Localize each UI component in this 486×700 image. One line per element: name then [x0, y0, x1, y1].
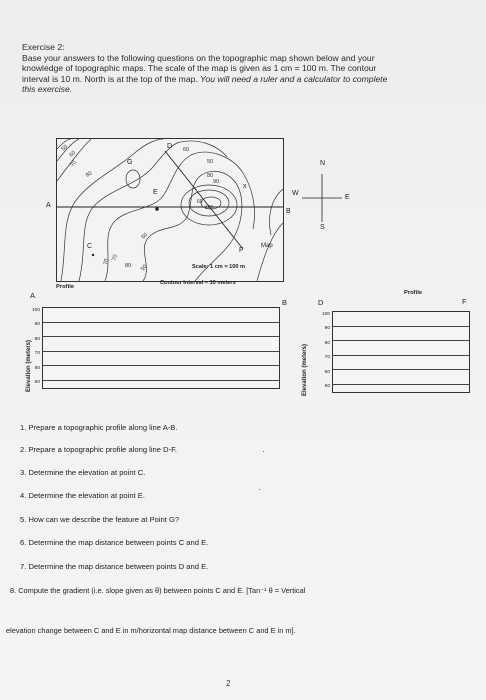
compass-rose [290, 160, 360, 234]
profile-end-label: B [282, 298, 288, 307]
instructions [22, 42, 462, 95]
contour-label: 100 [205, 205, 214, 211]
question-2: 2. Prepare a topographic profile along line D-F. [20, 445, 178, 454]
y-tick-label: 50 [34, 380, 40, 385]
contour-label: 60 [140, 231, 149, 241]
contour-label: 80 [207, 173, 214, 179]
contour-label: 60 [183, 147, 190, 153]
y-tick-label: 90 [324, 326, 330, 331]
y-tick-label: 50 [324, 384, 330, 389]
profile-y-axis-label: Elevation (meters) [26, 339, 32, 392]
paragraph-line-1: Base your answers to the following questions on the topographic map shown below and your [22, 52, 375, 63]
point-e-marker [155, 207, 159, 211]
question-6: 6. Determine the map distance between points C and E. [20, 538, 209, 547]
question-8-continued: elevation change between C and E in m/horizontal map distance between C and E in m]. [6, 626, 296, 635]
stray-mark: · [262, 446, 265, 456]
paragraph-italic-2: this exercise. [22, 84, 73, 95]
point-x-label: x [243, 183, 247, 190]
stray-mark: · [258, 484, 261, 494]
point-b-label: B [286, 208, 291, 215]
profile-grid[interactable] [332, 311, 470, 393]
y-tick-label: 80 [34, 337, 40, 342]
map-scale: Scale: 1 cm = 100 m [192, 264, 246, 270]
page-number: 2 [226, 679, 231, 688]
contour-line [57, 139, 79, 161]
contour-label: 60 [68, 149, 77, 159]
contour-label: 80 [85, 170, 94, 179]
point-f-label: F [239, 247, 244, 254]
contour-label: 80 [125, 263, 132, 269]
paragraph-line-3: interval is 10 m. North is at the top of the map. [22, 73, 198, 84]
compass-west: W [292, 190, 299, 197]
compass-south: S [320, 224, 325, 231]
profile-grid[interactable] [42, 307, 280, 389]
contour-label: 70 [111, 253, 119, 262]
profile-end-label: F [462, 297, 467, 306]
profile-start-label: D [318, 298, 324, 307]
contour-label: 50 [139, 263, 149, 273]
question-3: 3. Determine the elevation at point C. [20, 468, 146, 477]
line-d-f [165, 151, 243, 249]
y-tick-label: 100 [31, 308, 40, 313]
contour-label: 90 [213, 179, 220, 185]
topographic-map [56, 138, 284, 282]
profile-y-axis-label: Elevation (meters) [302, 343, 308, 396]
profile-title: Profile [56, 284, 75, 290]
contour-lines [57, 139, 283, 281]
question-8: 8. Compute the gradient (i.e. slope given as θ) between points C and E. [Tan⁻¹ θ = Vertical [10, 586, 306, 595]
point-d-label: D [167, 143, 173, 150]
point-a-label: A [46, 202, 51, 209]
point-e-label: E [153, 189, 158, 196]
y-tick-label: 100 [321, 312, 330, 317]
y-tick-label: 90 [34, 322, 40, 327]
question-7: 7. Determine the map distance between points D and E. [20, 562, 209, 571]
question-4: 4. Determine the elevation at point E. [20, 491, 145, 500]
y-tick-label: 80 [324, 341, 330, 346]
contour-interval: Contour Interval = 10 meters [160, 280, 236, 286]
map-label: Map [261, 243, 273, 249]
contour-label: 70 [69, 159, 78, 168]
y-tick-label: 70 [324, 355, 330, 360]
contour-label: 60 [197, 199, 203, 205]
paragraph-italic: You will need a ruler and a calculator to complete [200, 73, 388, 84]
paragraph-line-2: knowledge of topographic maps. The scale of the map is given as 1 cm = 100 m. The contour [22, 63, 377, 74]
profile-start-label: A [30, 291, 36, 300]
y-tick-label: 60 [34, 366, 40, 371]
contour-label: 70 [103, 258, 111, 266]
y-tick-label: 60 [324, 370, 330, 375]
y-tick-label: 70 [34, 351, 40, 356]
question-1: 1. Prepare a topographic profile along line A-B. [20, 423, 178, 432]
contour-line [270, 189, 284, 235]
contour-line [189, 190, 229, 216]
point-c-label: C [87, 243, 93, 250]
contour-label: 50 [207, 159, 214, 165]
profile-title: Profile [404, 290, 423, 296]
question-5: 5. How can we describe the feature at Point G? [20, 515, 180, 524]
point-c-marker [92, 254, 94, 256]
contour-label: 50 [60, 143, 69, 153]
compass-north: N [320, 160, 326, 167]
compass-east: E [345, 194, 350, 201]
point-g-label: G [127, 159, 133, 166]
exercise-title: Exercise 2: [22, 42, 65, 52]
